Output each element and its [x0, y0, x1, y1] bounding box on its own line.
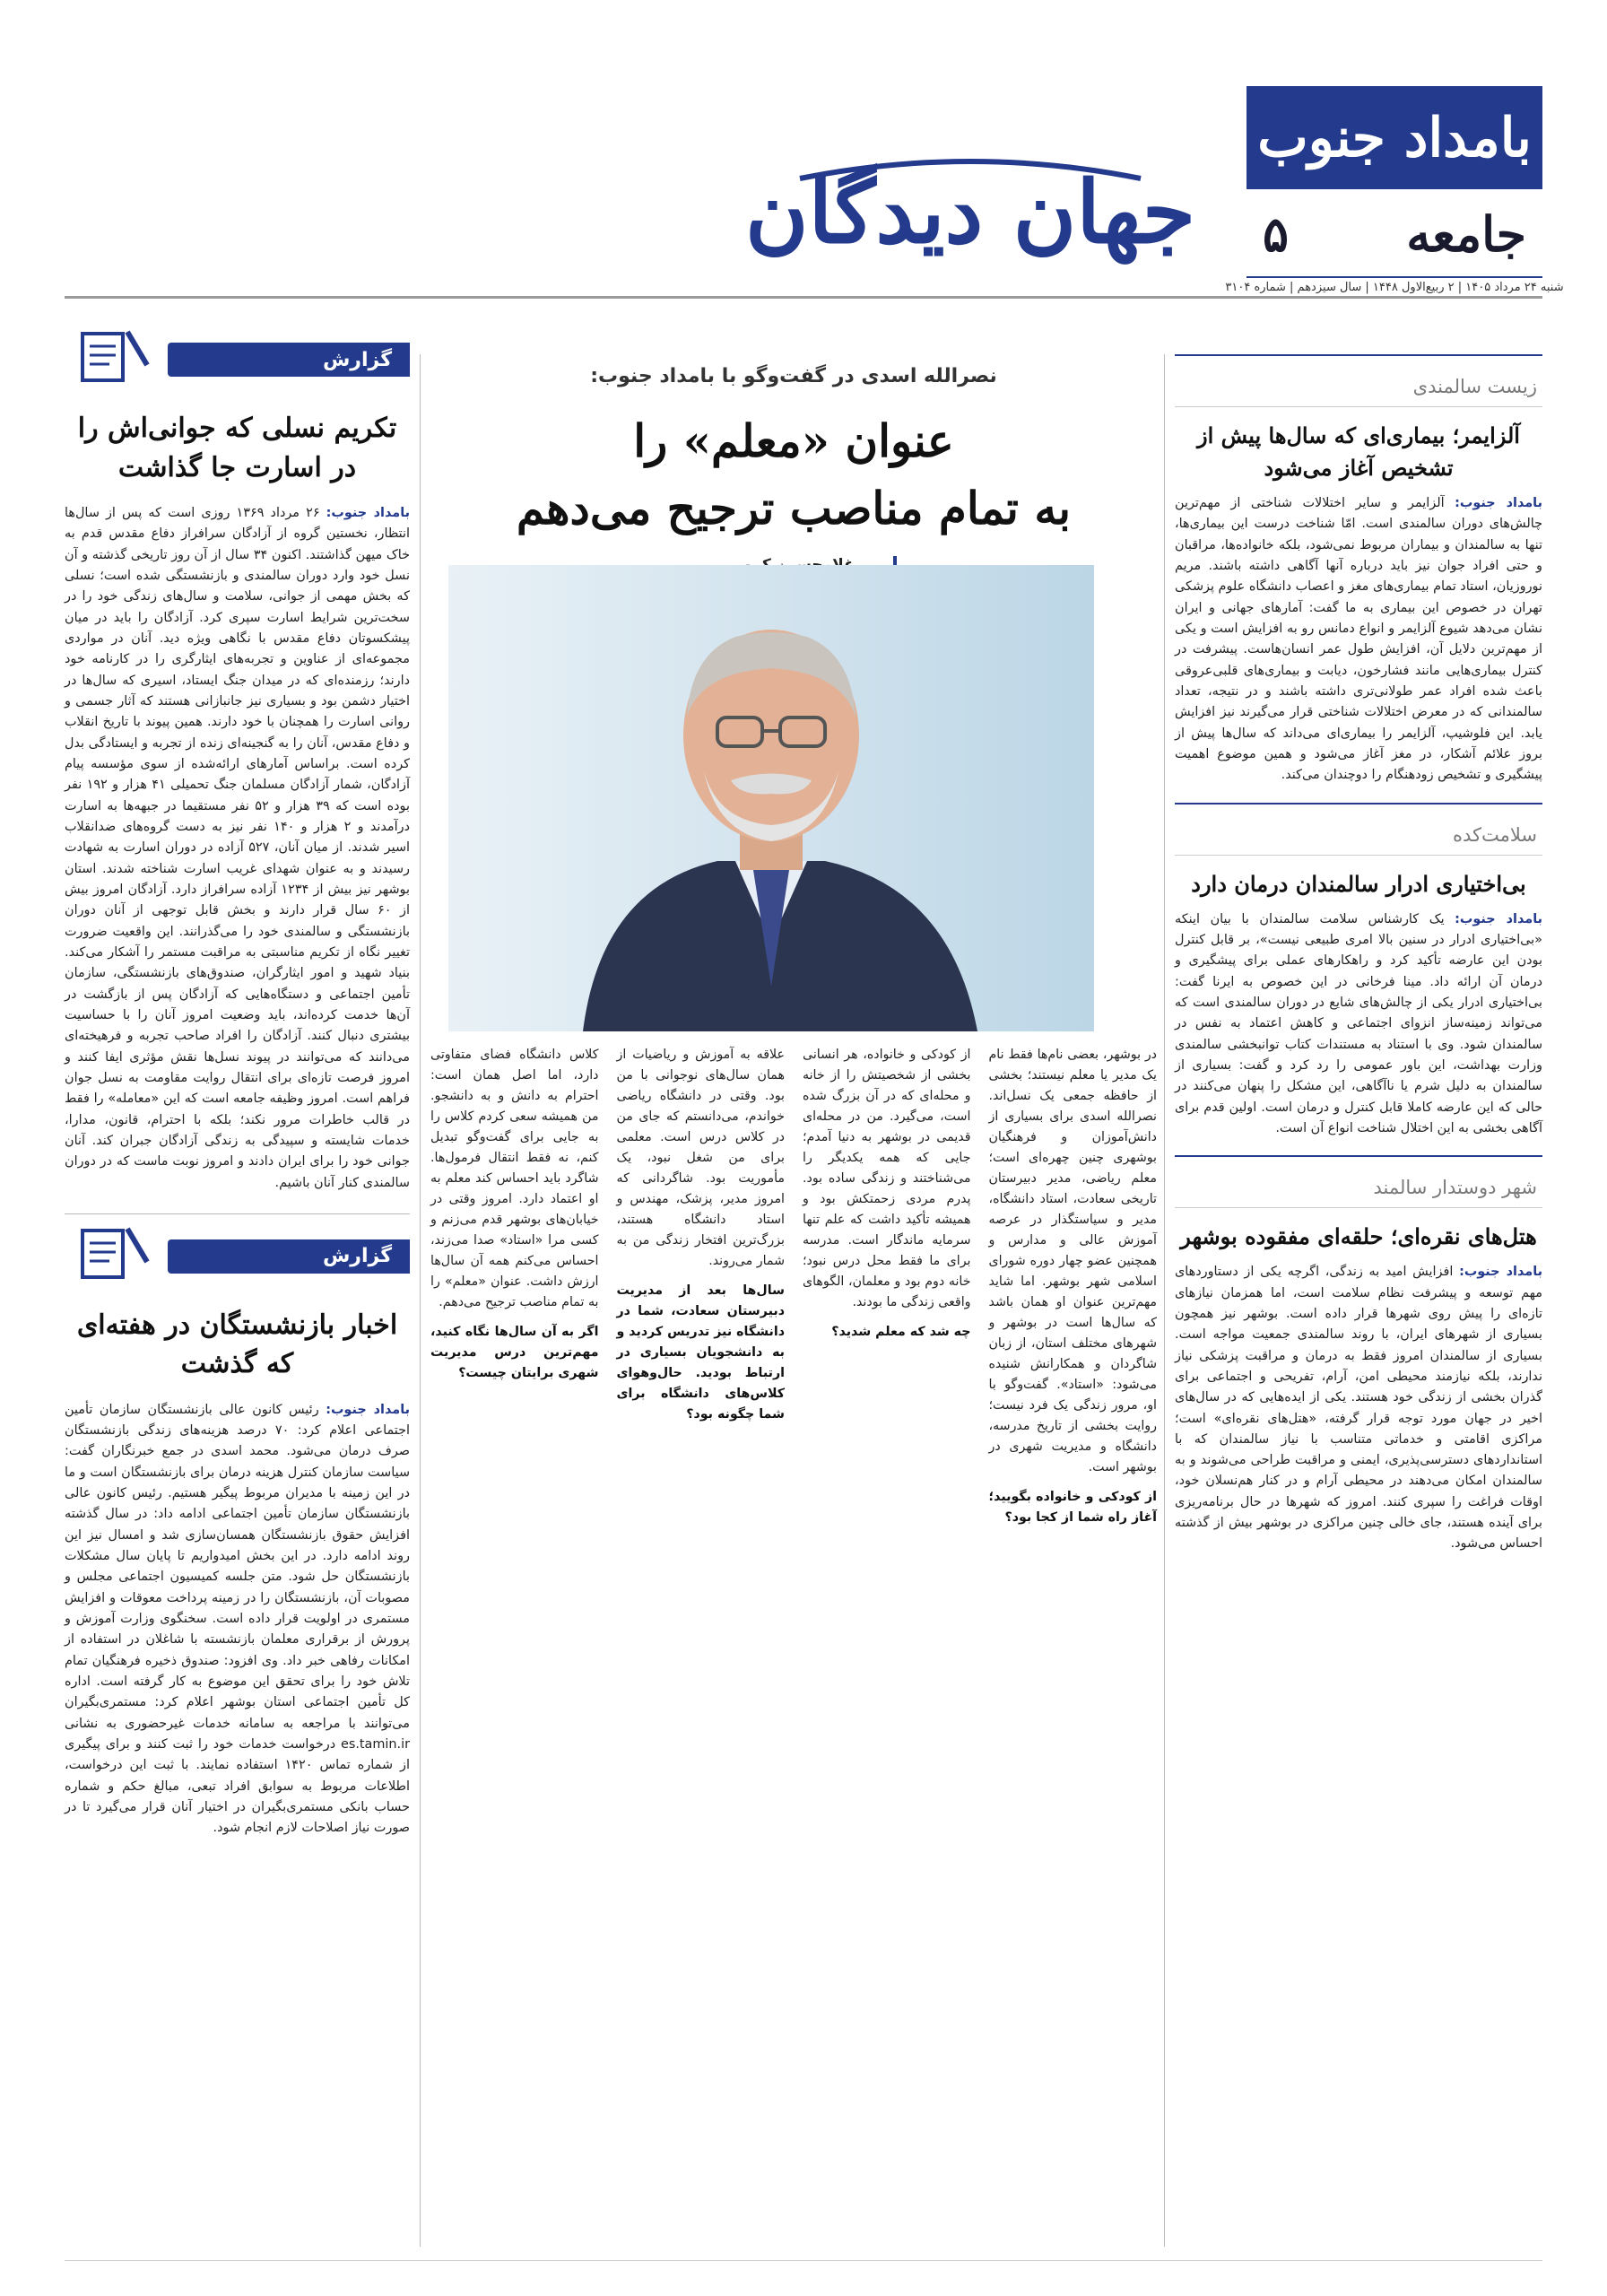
article-text: افزایش امید به زندگی، اگرچه یکی از دستاوردهای مهم توسعه و پیشرفت نظام سلامت است، اما همزمان نیازهای تازه‌ای را پیش روی شهرها قرار داده است. بوشهر نیز همچون بسیاری از شهرهای ایران، با روند سالمندی جمعیت مواجه است. بسیاری از سالمندان امروز فقط به درمان و مراقبت پزشکی نیاز ندارند، بلکه نیازمند محیطی امن، آرام، تفریحی و اجتماعی برای گذران بخشی از زندگی خود هستند. یکی از ایده‌هایی که در سال‌های اخیر در جهان مورد توجه قرار گرفته، «هتل‌های نقره‌ای» است؛ مراکزی اقامتی و خدماتی متناسب با نیاز سالمندان که با استانداردهای دسترسی‌پذیری، ایمنی و مراقبت طراحی می‌شوند و به سالمندان امکان می‌دهند در محیطی آرام و در کنار هم‌نسلان خود، اوقات فراغت را سپری کنند. امروز که شهرها در حال برنامه‌ریزی برای آینده هستند، جای خالی چنین مراکزی در بوشهر بیش از گذشته احساس می‌شود. [1175, 1265, 1542, 1552]
report-body [65, 1400, 410, 1839]
title-line-1: عنوان «معلم» را [633, 414, 954, 467]
article-body [1175, 909, 1542, 1140]
report-header [65, 325, 410, 387]
text-column [989, 1045, 1158, 2247]
report-icon [65, 1222, 154, 1284]
footer-rule [65, 2260, 1542, 2261]
report-header [65, 1222, 410, 1284]
section-header [1247, 196, 1542, 272]
text-column [803, 1045, 971, 2247]
brand-box [1225, 86, 1564, 301]
left-column [65, 325, 410, 2253]
question: چه شد که معلم شدید؟ [831, 1325, 971, 1339]
article-headline[interactable]: بی‌اختیاری ادرار سالمندان درمان دارد [1191, 870, 1526, 897]
article-headline[interactable]: هتل‌های نقره‌ای؛ حلقه‌ای مفقوده بوشهر [1180, 1223, 1537, 1250]
question: سال‌ها بعد از مدیریت دبیرستان سعادت، شما در دانشگاه نیز تدریس کردید و به دانشجویان بسیاری در ارتباط بودید. حال‌وهوای کلاس‌های دانشگاه برای شما چگونه بود؟ [616, 1283, 785, 1422]
paragraph: علاقه به آموزش و ریاضیات از همان سال‌های نوجوانی با من بود. وقتی در دانشگاه ریاضی خواندم، می‌دانستم که جای من در کلاس درس است. معلمی برای من شغل نبود، یک مأموریت بود. شاگردانی که امروز مدیر، پزشک، مهندس و استاد دانشگاه هستند، بزرگ‌ترین افتخار زندگی من به شمار می‌روند. [616, 1048, 785, 1268]
section-kicker: سلامت‌کده [1175, 803, 1542, 856]
report-divider [65, 1213, 410, 1839]
page-title: جهان دیدگان [744, 161, 1196, 263]
column-divider [420, 354, 421, 2247]
report-icon [65, 325, 154, 387]
report-title[interactable]: اخبار بازنشستگان در هفته‌ای که گذشت [76, 1309, 398, 1380]
title-line-2: به تمام مناصب ترجیح می‌دهم [516, 482, 1072, 535]
article-lead: بامداد جنوب: [1459, 1265, 1543, 1280]
report-body [65, 503, 410, 1194]
masthead-divider [65, 296, 1542, 299]
interview-kicker: نصرالله اسدی در گفت‌وگو با بامداد جنوب: [590, 365, 997, 387]
article-text: یک کارشناس سلامت سالمندان با بیان اینکه «بی‌اختیاری ادرار در سنین بالا امری طبیعی نیست»، بر قابل کنترل بودن این عارضه تأکید کرد و راهکارهای عملی برای پیشگیری و درمان آن ارائه داد. مینا فرخانی در این خصوص به ایرنا گفت: بی‌اختیاری ادرار یکی از چالش‌های شایع در دوران سالمندی است که می‌تواند زمینه‌ساز انزوای اجتماعی و کاهش اعتماد به نفس در سالمندان شود. وی با استناد به مستندات کتاب توانبخشی سالمندی وزارت بهداشت، این باور عمومی را رد کرد و گفت: بسیاری از سالمندان به دلیل شرم یا ناآگاهی، این مشکل را پنهان می‌کنند در حالی که این عارضه کاملا قابل کنترل و درمان است. اولین قدم برای آگاهی بخشی به این اختلال شناخت انواع آن است. [1175, 911, 1542, 1135]
article-body [1175, 1262, 1542, 1555]
article-body [1175, 493, 1542, 787]
report-lead: بامداد جنوب: [326, 506, 411, 520]
paragraph: کلاس دانشگاه فضای متفاوتی دارد، اما اصل همان است: احترام به دانش و به دانشجو. من همیشه سعی کردم کلاس را به جایی برای گفت‌وگو تبدیل کنم، نه فقط انتقال فرمول‌ها. شاگرد باید احساس کند معلم به او اعتماد دارد. امروز وقتی در خیابان‌های بوشهر قدم می‌زنم و کسی مرا «استاد» صدا می‌زند، احساس می‌کنم همه آن سال‌ها ارزش داشت. عنوان «معلم» را به تمام مناصب ترجیح می‌دهم. [430, 1048, 599, 1309]
report-title[interactable]: تکریم نسلی که جوانی‌اش را در اسارت جا گذاشت [77, 413, 397, 483]
section-kicker: زیست سالمندی [1175, 354, 1542, 407]
article-lead: بامداد جنوب: [1455, 911, 1543, 926]
paragraph: از کودکی و خانواده، هر انسانی بخشی از شخصیتش را از خانه و محله‌ای که در آن بزرگ شده است، می‌گیرد. من در محله‌ای قدیمی در بوشهر به دنیا آمدم؛ جایی که همه یکدیگر را می‌شناختند و زندگی ساده بود. پدرم مردی زحمتکش بود و همیشه تأکید داشت که علم تنها سرمایه ماندگار است. مدرسه برای ما فقط محل درس نبود؛ خانه دوم بود و معلمان، الگوهای واقعی زندگی ما بودند. [803, 1048, 971, 1309]
report-tag: گزارش [168, 343, 410, 377]
brand-logo[interactable]: بامداد جنوب [1247, 86, 1542, 189]
interview-photo [448, 565, 1094, 1031]
report-text: ۲۶ مرداد ۱۳۶۹ روزی است که پس از سال‌ها انتظار، نخستین گروه از آزادگان سرافراز دفاع مقدس قدم به خاک میهن گذاشتند. اکنون ۳۴ سال از آن روز تاریخی گذشته و آن نسل خود وارد دوران سالمندی و بازنشستگی شده است؛ نسلی که بخش مهمی از جوانی، سلامت و سال‌های زندگی خود را در سخت‌ترین شرایط اسارت سپری کرد. آزادگان را باید در میان پیشکسوتان دفاع مقدس با نگاهی ویژه دید. آنان در مواردی مجموعه‌ای از عناوین و تجربه‌های ایثارگری را در کارنامه خود دارند؛ رزمنده‌ای که در میدان جنگ ایستاد، اسیری که سال‌ها در اختیار دشمن بود و بسیاری نیز جانبازانی هستند که آثار جسمی و روانی اسارت را همچنان با خود دارند. همین پیوند با تاریخ انقلاب و دفاع مقدس، آنان را به گنجینه‌ای زنده از تجربه و ایستادگی بدل کرده است. براساس آمارهای ارائه‌شده از سوی مؤسسه پیام آزادگان، شمار آزادگان مسلمان جنگ تحمیلی ۴۱ هزار و ۱۹۲ نفر بوده است که ۳۹ هزار و ۵۲ نفر مستقیما در جبهه‌ها به اسارت درآمدند و ۲ هزار و ۱۴۰ نفر نیز به دست گروه‌های ضدانقلاب اسیر شدند. از میان آنان، ۵۲۷ آزاده در دوران اسارت به شهادت رسیدند و به عنوان شهدای غریب اسارت شناخته شدند. استان بوشهر نیز بیش از ۱۲۳۴ آزاده سرافراز دارد. آزادگان امروز بیش از ۶۰ سال قرار دارند و بخش قابل توجهی از آنان دوران بازنشستگی و سالمندی خود را می‌گذرانند. این واقعیت ضرورت تغییر نگاه از تکریم مناسبتی به مراقبت مستمر را آشکار می‌کند. بنیاد شهید و امور ایثارگران، صندوق‌های بازنشستگی، سازمان تأمین اجتماعی و دستگاه‌هایی که آزادگان پس از بازگشت در آن‌ها خدمت کرده‌اند، باید وضعیت امروز آنان را با حساسیت بیشتری دنبال کنند. آزادگان را افراد صاحب تجربه و فرهیخته‌ای می‌دانند که می‌توانند در پیوند نسل‌ها نقش مؤثری ایفا کنند و امروز فرصت تازه‌ای برای انتقال روایت مقاومت به نسل جوان فراهم است. امروز وظیفه جامعه است که این «معامله» را فقط در قالب خاطرات مرور نکند؛ بلکه با احترام، قانون، مدارا، خدمات شایسته و سپیدگی به زندگی آزادگان جبران کند. آنان جوانی خود را برای ایران دادند و امروز نوبت ماست که در دوران سالمندی کنار آنان باشیم. [65, 506, 410, 1190]
masthead [65, 86, 1564, 301]
article-headline[interactable]: آلزایمر؛ بیماری‌ای که سال‌ها پیش از تشخیص آغاز می‌شود [1197, 422, 1520, 481]
section-name: جامعه [1406, 204, 1526, 263]
issue-info: شنبه ۲۴ مرداد ۱۴۰۵ | ۲ ربیع‌الاول ۱۴۴۸ | سال سیزدهم | شماره ۳۱۰۴ [1247, 276, 1542, 298]
paragraph: در بوشهر، بعضی نام‌ها فقط نام یک مدیر یا معلم نیستند؛ بخشی از حافظه جمعی یک نسل‌اند. نصرالله اسدی برای بسیاری از دانش‌آموزان و فرهنگیان بوشهری چنین چهره‌ای است؛ معلم ریاضی، مدیر دبیرستان تاریخی سعادت، استاد دانشگاه، مدیر و سیاستگذار در عرصه آموزش عالی و مدارس و همچنین عضو چهار دوره شورای اسلامی شهر بوشهر. اما شاید مهم‌ترین عنوان او همان باشد که سال‌ها است در بوشهر و شهرهای مختلف استان، از زبان شاگردان و همکارانش شنیده می‌شود: «استاد». گفت‌وگو با او، مرور زندگی یک فرد نیست؛ روایت بخشی از تاریخ مدرسه، دانشگاه و مدیریت شهری در بوشهر است. [988, 1048, 1157, 1474]
report-tag: گزارش [168, 1239, 410, 1274]
page-number: ۵ [1263, 204, 1290, 263]
column-divider [1164, 354, 1165, 2247]
right-column [1175, 354, 1542, 2247]
interview-text [430, 1045, 1157, 2247]
question: اگر به آن سال‌ها نگاه کنید، مهم‌ترین درس مدیریت شهری برایتان چیست؟ [430, 1325, 599, 1380]
text-column [617, 1045, 786, 2247]
article-text: آلزایمر و سایر اختلالات شناختی از مهم‌ترین چالش‌های دوران سالمندی است. امّا شناخت درست این بیماری‌ها، تنها به سالمندان و بیماران مربوط نمی‌شود، بلکه خانواده‌ها، مراقبان و حتی افراد جوان نیز باید درباره آنها آگاهی داشته باشند. مریم نوروزیان، استاد تمام بیماری‌های مغز و اعصاب دانشگاه علوم پزشکی تهران در خصوص این بیماری به ما گفت: آمارهای جهانی و ایران نشان می‌دهد شیوع آلزایمر و انواع دمانس رو به افزایش است و یکی از مهم‌ترین دلایل آن، افزایش طول عمر انسان‌هاست. پیشرفت در کنترل بیماری‌هایی مانند فشارخون، دیابت و بیماری‌های قلبی‌عروقی باعث شده افراد عمر طولانی‌تری داشته باشند و در نتیجه، تعداد سالمندانی که در معرض اختلالات شناختی قرار می‌گیرند نیز افزایش یابد. این فلوشیپ، آلزایمر را بیماری‌ای می‌داند که سال‌ها پیش از بروز علائم آشکار، در مغز آغاز می‌شود و همین موضوع اهمیت پیشگیری و تشخیص زودهنگام را دوچندان می‌کند. [1175, 496, 1542, 783]
article-lead: بامداد جنوب: [1455, 496, 1542, 510]
portrait-illustration [448, 565, 1094, 1031]
center-column [430, 354, 1157, 2247]
question: از کودکی و خانواده بگویید؛ آغاز راه شما از کجا بود؟ [988, 1490, 1157, 1525]
text-column [430, 1045, 599, 2247]
report-text: رئیس کانون عالی بازنشستگان سازمان تأمین اجتماعی اعلام کرد: ۷۰ درصد هزینه‌های زندگی بازنشستگان صرف درمان می‌شود. محمد اسدی در جمع خبرنگاران گفت: سیاست سازمان کنترل هزینه درمان برای بازنشستگان است و ما در این زمینه با مدیران مربوط پیگیر هستیم. رئیس کانون عالی بازنشستگان سازمان تأمین اجتماعی ادامه داد: در سال گذشته افزایش حقوق بازنشستگان همسان‌سازی شد و امسال نیز این روند ادامه دارد. در این بخش امیدواریم تا پایان سال مشکلات بازنشستگان حل شود. متن جلسه کمیسیون اجتماعی مجلس و مصوبات آن، بازنشستگان را در زمینه پرداخت معوقات و افزایش مستمری در اولویت قرار داده است. سخنگوی وزارت آموزش و پرورش از برقراری معلمان بازنشسته با شاغلان در استفاده از امکانات رفاهی خبر داد. وی افزود: صندوق ذخیره فرهنگیان تمام تلاش خود را برای تحقق این موضوع به کار گرفته است. اداره کل تأمین اجتماعی استان بوشهر اعلام کرد: مستمری‌بگیران می‌توانند با مراجعه به سامانه خدمات غیرحضوری به نشانی es.tamin.ir درخواست خدمات خود را ثبت کنند و برای پیگیری از شماره تماس ۱۴۲۰ استفاده نمایند. با ثبت این درخواست، اطلاعات مربوط به سوابق افراد تبعی، مبالغ حکم و شماره حساب بانکی مستمری‌بگیران در اختیار آنان قرار می‌گیرد تا در صورت نیاز اصلاحات لازم انجام شود. [65, 1402, 411, 1836]
interview-title[interactable] [430, 407, 1157, 542]
report-lead: بامداد جنوب: [326, 1402, 411, 1417]
section-kicker: شهر دوستدار سالمند [1175, 1155, 1542, 1208]
